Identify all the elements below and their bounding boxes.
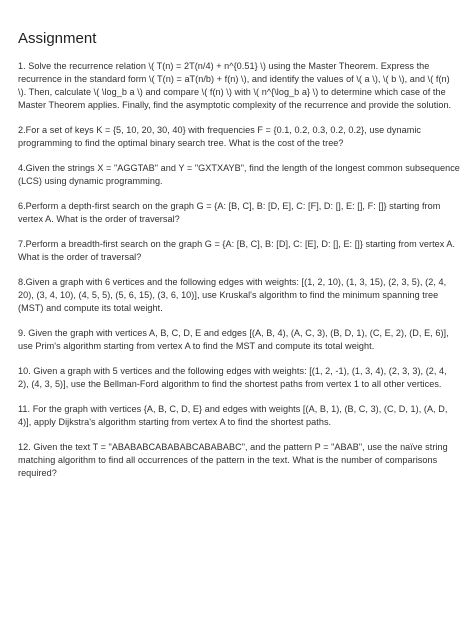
question-4: 4.Given the strings X = "AGGTAB" and Y = "GXTXAYB", find the length of the longest common subsequence (LCS) using dynamic programming. (18, 163, 460, 186)
question-6: 6.Perform a depth-first search on the graph G = {A: [B, C], B: [D, E], C: [F], D: [], E: [], F: []} starting from vertex A. What is the order of traversal? (18, 201, 441, 224)
question-12: 12. Given the text T = "ABABABCABABABCABABABC", and the pattern P = "ABAB", use the naïve string matching algorithm to find all occurrences of the pattern in the text. What is the number of comparisons required? (18, 442, 448, 478)
question-8: 8.Given a graph with 6 vertices and the following edges with weights: [(1, 2, 10), (1, 3, 15), (2, 3, 5), (2, 4, 20), (3, 4, 10), (4, 5, 5), (5, 6, 15), (3, 6, 10)], use Kruskal's algorithm to find the minimum spanning tree (MST) and compute its total weight. (18, 277, 447, 313)
question-1: 1. Solve the recurrence relation \( T(n) = 2T(n/4) + n^{0.51} \) using the Master Theorem. Express the recurrence in the standard form \( T(n) = aT(n/b) + f(n) \), and identify the values of \( a \), \( b \), and \( f(n) \). Then, calculate \( \log_b a \) and compare \( f(n) \) with \( n^{\log_b a} \) to determine which case of the Master Theorem applies. Finally, find the asymptotic complexity of the recurrence and provide the solution. (18, 61, 452, 110)
page-title: Assignment (18, 30, 97, 47)
question-11: 11. For the graph with vertices {A, B, C, D, E} and edges with weights [(A, B, 1), (B, C, 3), (C, D, 1), (A, D, 4)], apply Dijkstra's algorithm starting from vertex A to find the shortest paths. (18, 404, 448, 427)
question-10: 10. Given a graph with 5 vertices and the following edges with weights: [(1, 2, -1), (1, 3, 4), (2, 3, 3), (2, 4, 2), (4, 3, 5)], use the Bellman-Ford algorithm to find the shortest paths from vertex 1 to all other vertices. (18, 366, 447, 389)
question-9: 9. Given the graph with vertices A, B, C, D, E and edges [(A, B, 4), (A, C, 3), (B, D, 1), (C, E, 2), (D, E, 6)], use Prim's algorithm starting from vertex A to find the MST and compute its total weight. (18, 328, 449, 351)
question-7: 7.Perform a breadth-first search on the graph G = {A: [B, C], B: [D], C: [E], D: [], E: []} starting from vertex A. What is the order of traversal? (18, 239, 456, 262)
question-2: 2.For a set of keys K = {5, 10, 20, 30, 40} with frequencies F = {0.1, 0.2, 0.3, 0.2, 0.2}, use dynamic programming to find the optimal binary search tree. What is the cost of the tree? (18, 125, 421, 148)
